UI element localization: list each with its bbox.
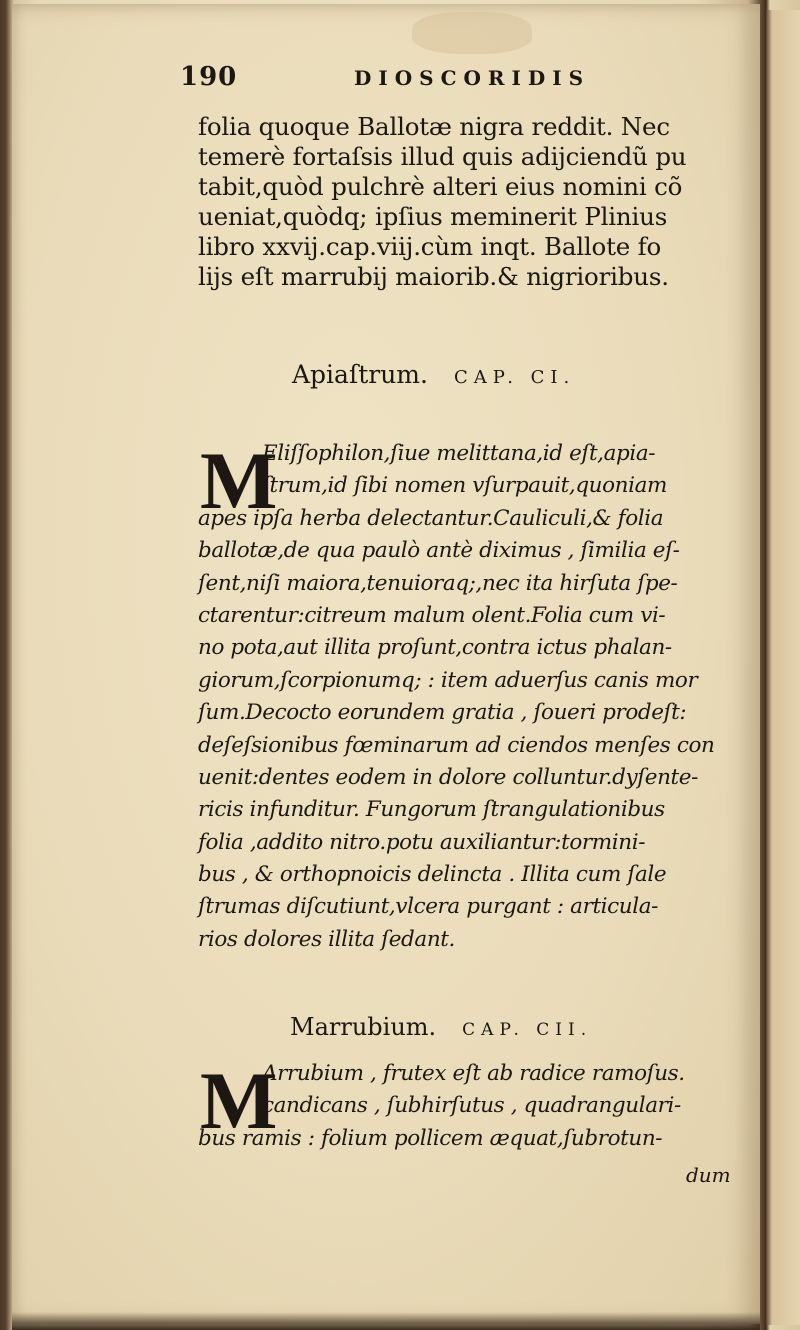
- chapter-paragraph: [198, 435, 743, 956]
- text-line: ſum.Decocto eorundem gratia , ſoueri prodeſt:: [198, 700, 687, 726]
- text-line: bus ramis : folium pollicem æquat,ſubrotun-: [198, 1125, 663, 1151]
- chapter-paragraph: [198, 1055, 743, 1155]
- text-line: ctarentur:citreum malum olent.Folia cum vi-: [198, 602, 666, 628]
- text-line: ricis infunditur. Fungorum ſtrangulationibus: [198, 797, 665, 823]
- text-line: ballotæ,de qua paulò antè diximus , ſimilia eſ-: [198, 538, 680, 564]
- opening-paragraph: [198, 112, 743, 292]
- text-line: ueniat,quòdq; ipſius meminerit Plinius: [198, 202, 668, 231]
- text-line: Eliſſophilon,ſiue melittana,id eſt,apia-: [262, 441, 656, 466]
- text-line: giorum,ſcorpionumq; : item aduerſus canis mor: [198, 667, 698, 693]
- text-line: apes ipſa herba delectantur.Cauliculi,& folia: [198, 505, 664, 531]
- text-line: lijs eſt marrubij maiorib.& nigrioribus.: [198, 262, 669, 291]
- chapter-heading: [292, 360, 712, 389]
- page-number: 190: [180, 62, 238, 92]
- chapter-heading: [290, 1013, 710, 1041]
- text-line: Arrubium , frutex eſt ab radice ramoſus.: [262, 1061, 685, 1086]
- running-head: DIOSCORIDIS: [354, 66, 591, 90]
- text-line: libro xxvij.cap.viij.cùm inqt. Ballote fo: [198, 232, 662, 261]
- text-line: folia quoque Ballotæ nigra reddit. Nec: [198, 112, 670, 141]
- paper-stain: [412, 12, 532, 54]
- text-line: tabit,quòd pulchrè alteri eius nomini cõ: [198, 172, 683, 201]
- facing-page-edge: [766, 10, 800, 1325]
- catchword: dum: [686, 1163, 731, 1187]
- text-line: ſtrumas diſcutiunt,vlcera purgant : articula-: [198, 894, 659, 920]
- drop-cap: M: [200, 1055, 278, 1146]
- text-line: rios dolores illita ſedant.: [198, 926, 455, 952]
- drop-cap: M: [200, 435, 278, 526]
- text-line: no pota,aut illita proſunt,contra ictus phalan-: [198, 635, 672, 661]
- page-header: [180, 62, 640, 98]
- page-bottom-edge: [12, 1312, 760, 1330]
- text-line: bus , & orthopnoicis delincta . Illita cum ſale: [198, 862, 667, 888]
- chapter-title: Apiaſtrum.: [292, 360, 428, 389]
- text-line: ſent,niſi maiora,tenuioraq;,nec ita hirſuta ſpe-: [198, 570, 678, 596]
- text-line: folia ,addito nitro.potu auxiliantur:tormini-: [198, 829, 646, 855]
- text-line: uenit:dentes eodem in dolore colluntur.dyſente-: [198, 764, 698, 790]
- text-line: candicans , ſubhirſutus , quadrangulari-: [262, 1093, 681, 1119]
- chapter-number: CAP. CI.: [453, 367, 576, 388]
- chapter-number: CAP. CII.: [462, 1020, 593, 1040]
- text-line: temerè fortaſsis illud quis adijciendũ pu: [198, 142, 687, 171]
- text-line: deſeſsionibus fœminarum ad ciendos menſes con: [198, 732, 715, 758]
- text-line: ſtrum,id ſibi nomen vſurpauit,quoniam: [262, 473, 667, 499]
- chapter-title: Marrubium.: [290, 1013, 437, 1041]
